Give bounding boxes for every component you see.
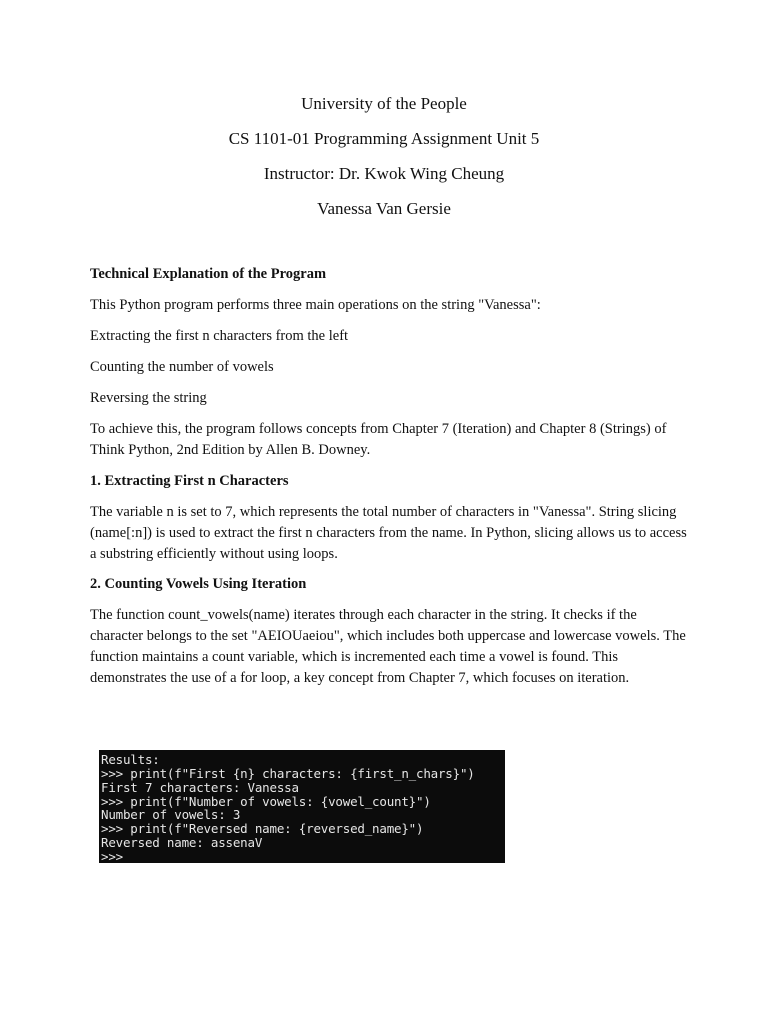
terminal-line: Number of vowels: 3 xyxy=(101,807,241,822)
terminal-screenshot xyxy=(99,750,505,863)
operation-item: Reversing the string xyxy=(90,390,207,406)
terminal-line: >>> print(f"First {n} characters: {first_n_chars}") xyxy=(101,766,475,781)
intro-paragraph: This Python program performs three main operations on the string "Vanessa": xyxy=(90,297,541,313)
section-heading: Technical Explanation of the Program xyxy=(90,266,327,282)
instructor-name: Instructor: Dr. Kwok Wing Cheung xyxy=(263,164,505,183)
terminal-line: Results: xyxy=(101,752,160,767)
terminal-line: >>> print(f"Number of vowels: {vowel_count}") xyxy=(101,794,431,809)
section1-heading: 1. Extracting First n Characters xyxy=(90,473,289,489)
operation-item: Counting the number of vowels xyxy=(90,359,274,375)
course-title: CS 1101-01 Programming Assignment Unit 5 xyxy=(228,129,540,148)
section1-paragraph: The variable n is set to 7, which represents the total number of characters in "Vanessa". String slicing (name[:n]) is used to extract the first n characters from the name. In Python, slicing allows us to access a substring efficiently without using loops. xyxy=(90,504,687,562)
terminal-line: First 7 characters: Vanessa xyxy=(101,780,299,795)
terminal-line: >>> print(f"Reversed name: {reversed_name}") xyxy=(101,821,424,836)
section2-paragraph: The function count_vowels(name) iterates through each character in the string. It checks if the character belongs to the set "AEIOUaeiou", which includes both uppercase and lowercase vowels. The function maintains a count variable, which is incremented each time a vowel is found. This demonstrates the use of a for loop, a key concept from Chapter 7, which focuses on iteration. xyxy=(90,607,686,686)
terminal-line: Reversed name: assenaV xyxy=(101,835,263,850)
operation-item: Extracting the first n characters from the left xyxy=(90,328,349,344)
author-name: Vanessa Van Gersie xyxy=(317,199,451,218)
section2-heading: 2. Counting Vowels Using Iteration xyxy=(90,576,307,592)
university-name: University of the People xyxy=(301,94,467,113)
terminal-line: >>> xyxy=(101,849,123,863)
context-paragraph: To achieve this, the program follows concepts from Chapter 7 (Iteration) and Chapter 8 (Strings) of Think Python, 2nd Edition by Allen B. Downey. xyxy=(90,421,667,458)
